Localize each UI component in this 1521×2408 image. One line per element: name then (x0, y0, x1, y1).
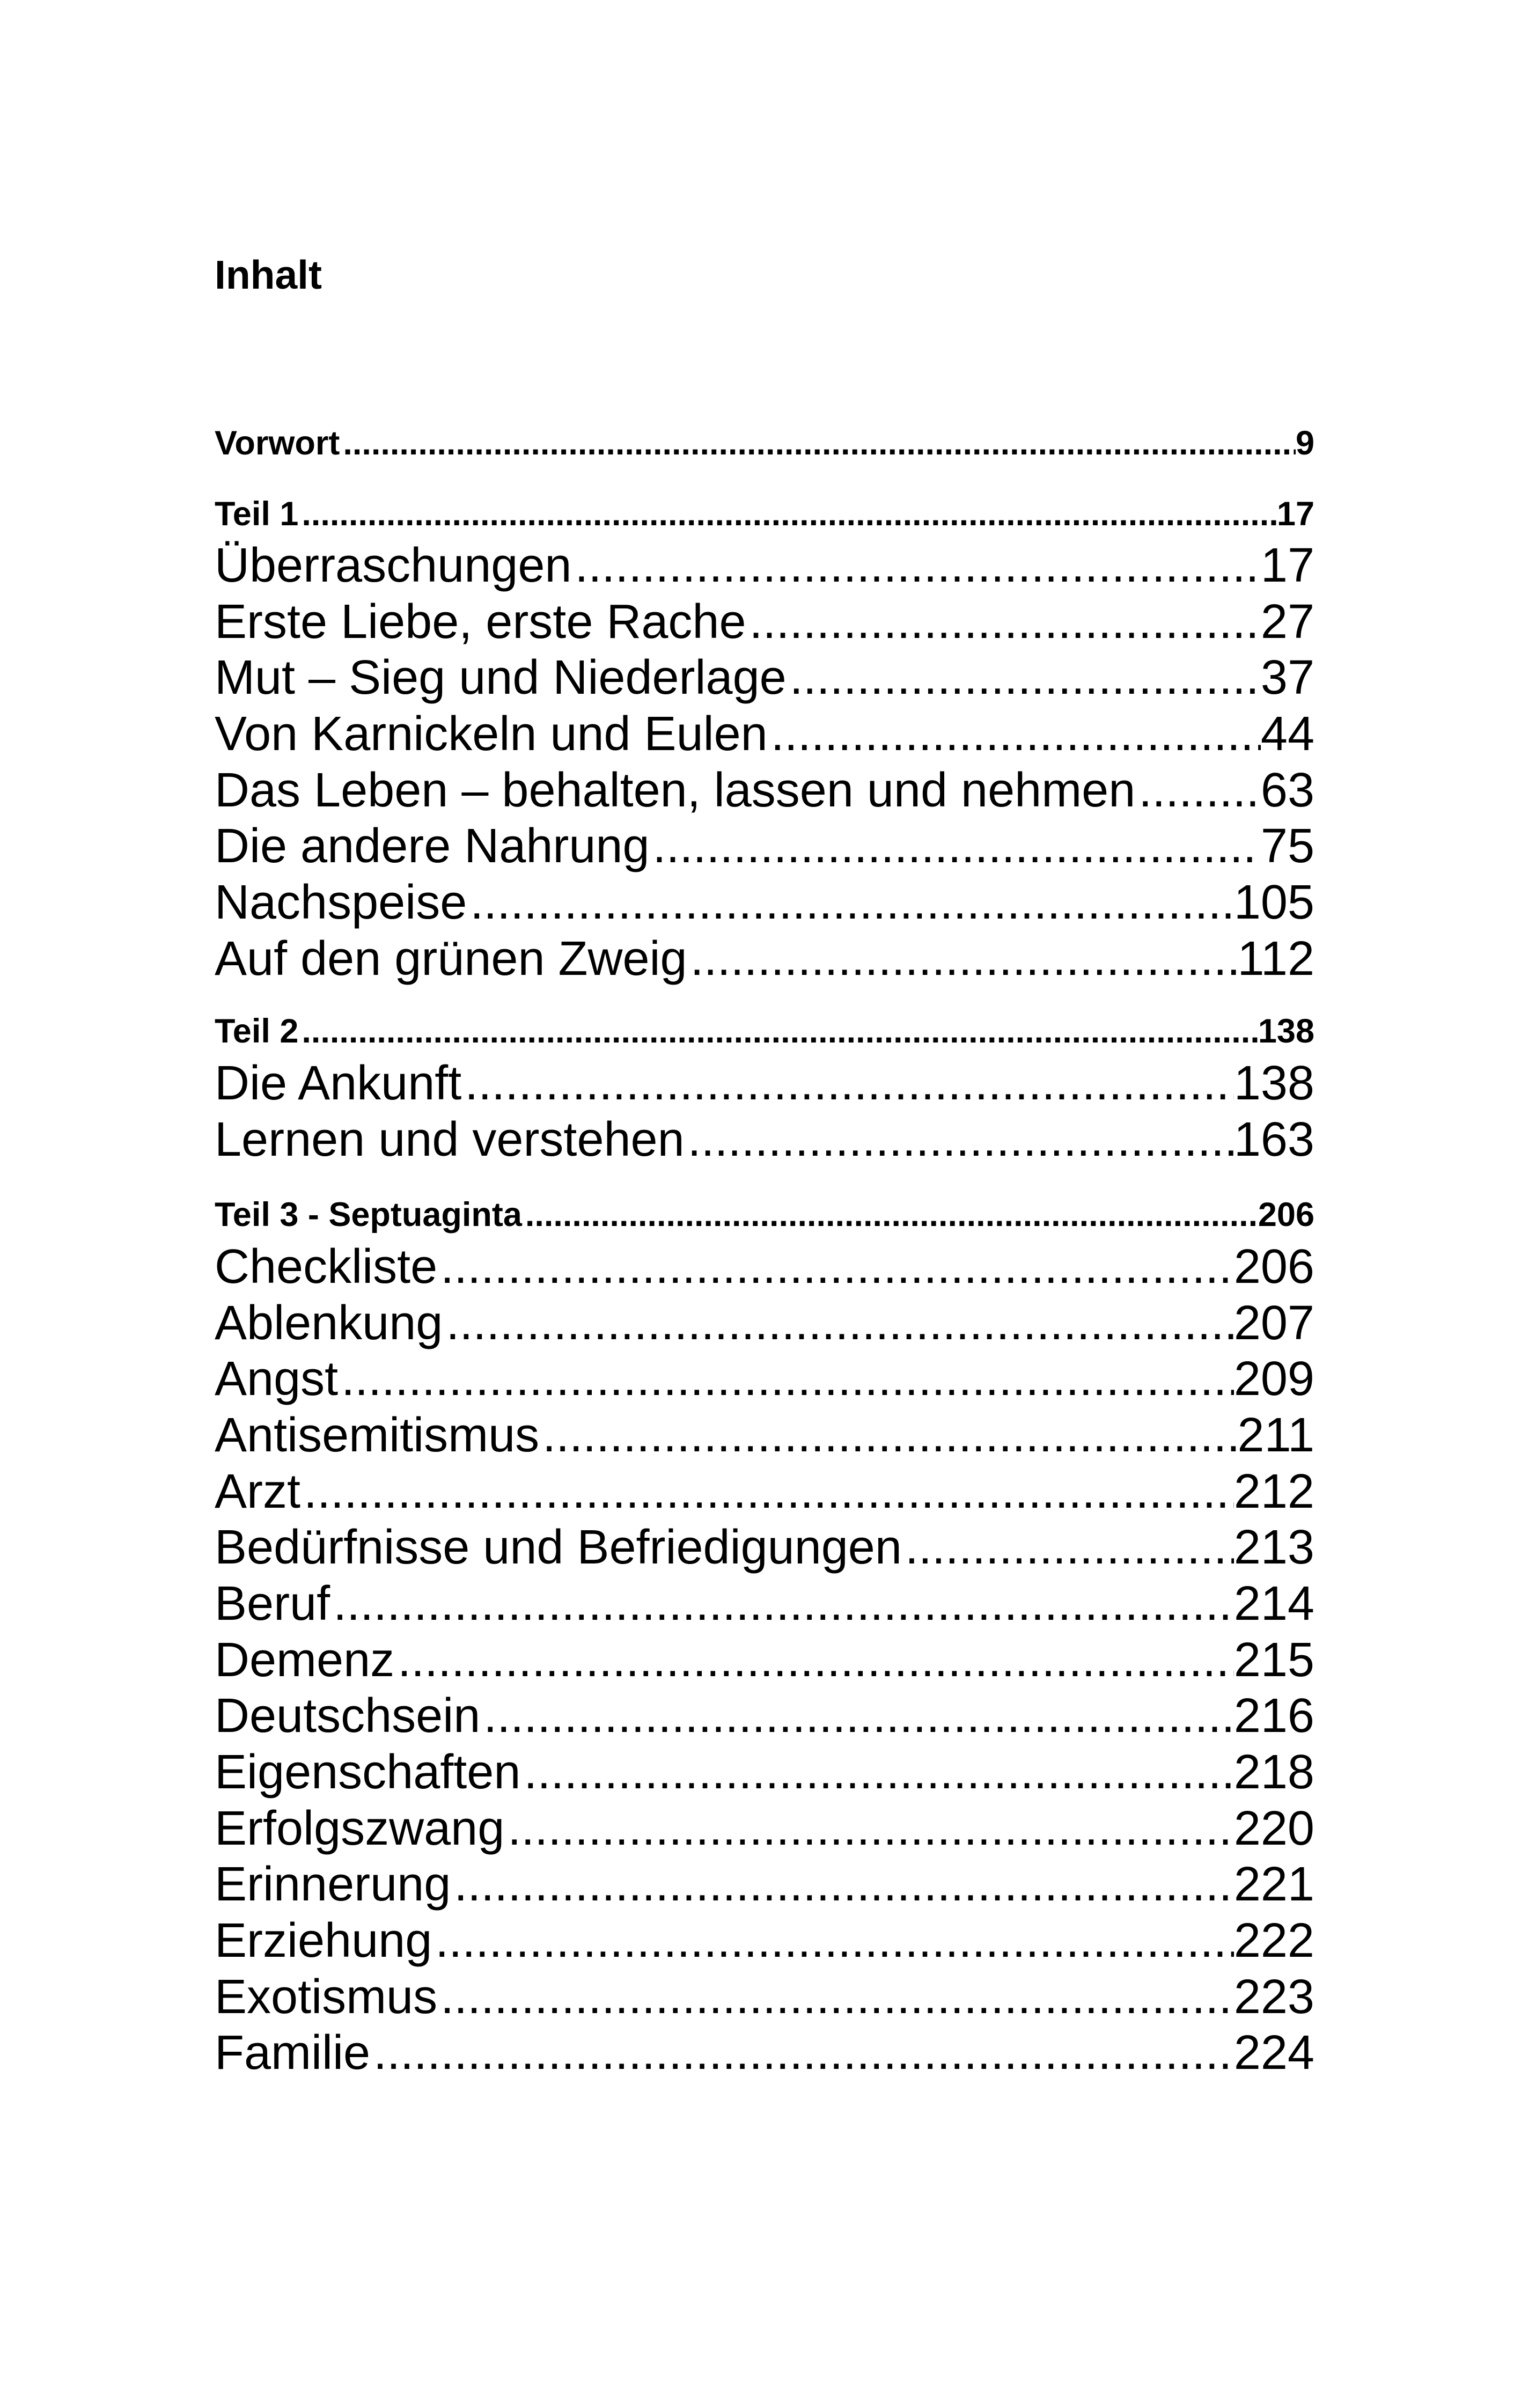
dot-leader (461, 1056, 1234, 1112)
dot-leader (467, 875, 1234, 931)
dot-leader (746, 594, 1261, 650)
toc-entry-label: Arzt (215, 1465, 301, 1518)
toc-entry (215, 1056, 1314, 1112)
toc-page-number: 9 (1295, 424, 1314, 462)
toc-entry-label: Lernen und verstehen (215, 1113, 685, 1166)
toc-heading-vorwort (215, 424, 1314, 462)
toc-page-number: 27 (1260, 595, 1314, 649)
toc-page-number: 207 (1233, 1296, 1314, 1350)
toc-entry (215, 2025, 1314, 2081)
dot-leader (443, 1296, 1233, 1352)
toc-page-number: 222 (1233, 1914, 1314, 1967)
dot-leader (298, 495, 1277, 533)
toc-entry (215, 1688, 1314, 1744)
toc-page-number: 17 (1276, 495, 1314, 533)
toc-page-number: 206 (1258, 1196, 1314, 1234)
toc-page-number: 215 (1233, 1633, 1314, 1687)
toc-page-number: 224 (1233, 2026, 1314, 2080)
toc-page-number: 63 (1260, 763, 1314, 817)
dot-leader (394, 1633, 1234, 1688)
toc-entry (215, 819, 1314, 875)
toc-heading-teil-2 (215, 1012, 1314, 1051)
dot-leader (370, 2025, 1234, 2081)
toc-page-number: 223 (1233, 1970, 1314, 2024)
toc-entry (215, 1913, 1314, 1969)
dot-leader (685, 1112, 1234, 1168)
toc-entry-label: Deutschsein (215, 1689, 481, 1743)
toc-entry (215, 1112, 1314, 1168)
dot-leader (437, 1970, 1234, 2025)
toc-entry (215, 1857, 1314, 1913)
dot-leader (300, 1464, 1234, 1520)
dot-leader (571, 538, 1260, 594)
toc-entry-label: Familie (215, 2026, 371, 2080)
toc-heading-label: Teil 3 - Septuaginta (215, 1196, 522, 1234)
toc-entry-label: Exotismus (215, 1970, 438, 2024)
toc-page-number: 213 (1233, 1521, 1314, 1574)
toc-entry (215, 1801, 1314, 1857)
toc-heading-teil-3 (215, 1195, 1314, 1234)
toc-entry-label: Bedürfnisse und Befriedigungen (215, 1521, 902, 1574)
toc-entry-label: Auf den grünen Zweig (215, 932, 687, 986)
toc-entry (215, 1633, 1314, 1688)
toc-page-number: 214 (1233, 1577, 1314, 1631)
toc-entry (215, 1239, 1314, 1295)
dot-leader (451, 1857, 1234, 1913)
toc-entry-label: Mut – Sieg und Niederlage (215, 651, 787, 704)
toc-entry-label: Erste Liebe, erste Rache (215, 595, 746, 649)
toc-entry-label: Von Karnickeln und Eulen (215, 707, 768, 761)
toc-heading-label: Teil 1 (215, 495, 299, 533)
dot-leader (687, 931, 1238, 987)
dot-leader (330, 1576, 1234, 1632)
dot-leader (902, 1520, 1234, 1576)
toc-entry-label: Die andere Nahrung (215, 819, 650, 873)
toc-entry-label: Demenz (215, 1633, 395, 1687)
toc-entry (215, 594, 1314, 650)
toc-page-number: 44 (1260, 707, 1314, 761)
toc-page-number: 218 (1233, 1745, 1314, 1799)
toc-heading-label: Vorwort (215, 424, 340, 462)
toc-page-number: 221 (1233, 1858, 1314, 1911)
toc-page-number: 209 (1233, 1352, 1314, 1406)
toc-entry (215, 931, 1314, 987)
toc-page-number: 37 (1260, 651, 1314, 704)
dot-leader (480, 1688, 1234, 1744)
dot-leader (520, 1745, 1233, 1801)
toc-entry-label: Erfolgszwang (215, 1802, 505, 1855)
dot-leader (768, 707, 1261, 762)
toc-entry-label: Überraschungen (215, 539, 572, 592)
toc-page-number: 138 (1258, 1012, 1314, 1050)
toc-heading-label: Teil 2 (215, 1012, 299, 1050)
dot-leader (437, 1239, 1234, 1295)
toc-entry-label: Erziehung (215, 1914, 432, 1967)
toc-entry (215, 1576, 1314, 1632)
toc-entry-label: Antisemitismus (215, 1408, 540, 1462)
toc-entry (215, 763, 1314, 819)
toc-page-number: 17 (1260, 539, 1314, 592)
toc-entry (215, 1520, 1314, 1576)
toc-page-number: 216 (1233, 1689, 1314, 1743)
dot-leader (787, 650, 1261, 706)
toc-entry (215, 650, 1314, 706)
toc-page-number: 105 (1233, 876, 1314, 929)
dot-leader (432, 1913, 1234, 1969)
toc-page-number: 163 (1233, 1113, 1314, 1166)
toc-entry-label: Ablenkung (215, 1296, 443, 1350)
toc-entry (215, 1352, 1314, 1407)
toc-entry-label: Checkliste (215, 1240, 438, 1294)
dot-leader (1135, 763, 1261, 819)
toc-page-number: 220 (1233, 1802, 1314, 1855)
dot-leader (340, 424, 1296, 462)
toc-entry-label: Die Ankunft (215, 1056, 462, 1110)
toc-page-number: 112 (1237, 932, 1314, 986)
toc-entry (215, 1464, 1314, 1520)
toc-entry-label: Das Leben – behalten, lassen und nehmen (215, 763, 1136, 817)
page-title: Inhalt (215, 252, 322, 297)
dot-leader (539, 1408, 1237, 1464)
toc-entry (215, 538, 1314, 594)
toc-entry (215, 1970, 1314, 2025)
dot-leader (298, 1012, 1258, 1051)
toc-page-number: 211 (1237, 1408, 1314, 1462)
toc-entry-label: Eigenschaften (215, 1745, 521, 1799)
toc-page-number: 75 (1260, 819, 1314, 873)
toc-entry-label: Angst (215, 1352, 339, 1406)
toc-entry (215, 1408, 1314, 1464)
toc-page-number: 206 (1233, 1240, 1314, 1294)
toc-entry (215, 875, 1314, 931)
toc-entry (215, 707, 1314, 762)
dot-leader (522, 1195, 1258, 1234)
toc-entry-label: Erinnerung (215, 1858, 451, 1911)
dot-leader (650, 819, 1261, 875)
toc-entry-label: Beruf (215, 1577, 330, 1631)
dot-leader (504, 1801, 1234, 1857)
toc-heading-teil-1 (215, 495, 1314, 533)
dot-leader (338, 1352, 1234, 1407)
toc-entry (215, 1296, 1314, 1352)
toc-entry (215, 1745, 1314, 1801)
toc-page-number: 212 (1233, 1465, 1314, 1518)
toc-page-number: 138 (1233, 1056, 1314, 1110)
toc-entry-label: Nachspeise (215, 876, 467, 929)
